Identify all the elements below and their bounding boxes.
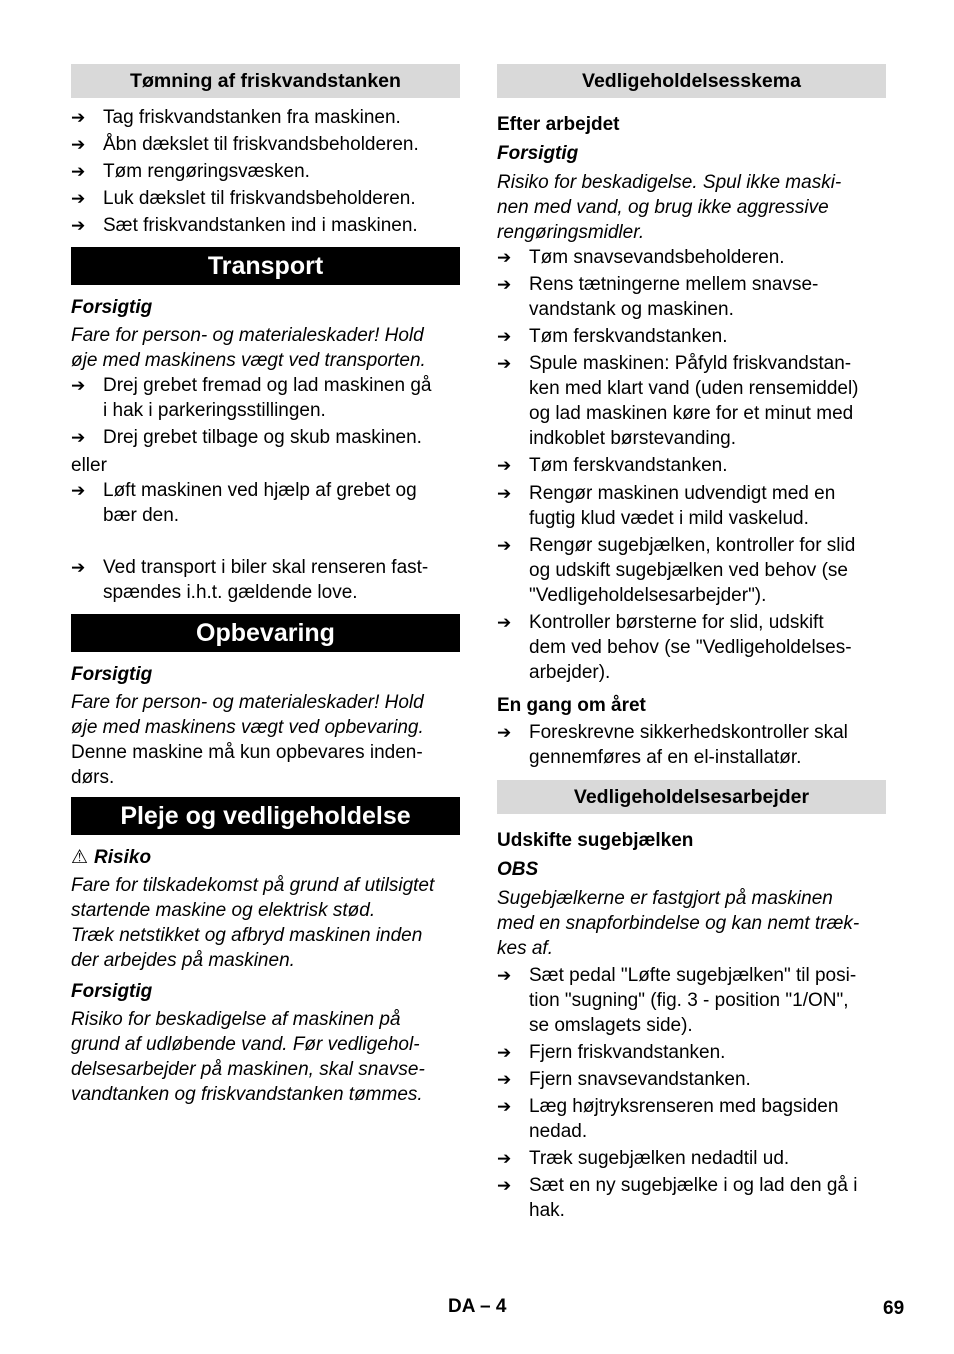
- arrow-right-icon: ➔: [497, 275, 512, 294]
- list-item: ➔ Rens tætningerne mellem snavse- vandstank og maskinen.: [497, 274, 819, 320]
- after-warning-line: rengøringsmidler.: [497, 222, 645, 243]
- arrow-right-icon: ➔: [71, 481, 86, 500]
- obs-label: OBS: [497, 859, 539, 880]
- arrow-right-icon: ➔: [497, 456, 512, 475]
- list-item: ➔ Rengør maskinen udvendigt med en fugtig klud vædet i mild vaskelud.: [497, 483, 836, 529]
- arrow-right-icon: ➔: [71, 428, 86, 447]
- arrow-right-icon: ➔: [71, 376, 86, 395]
- arrow-right-icon: ➔: [497, 1043, 512, 1062]
- list-item: ➔ Fjern snavsevandstanken.: [497, 1069, 751, 1090]
- storage-text-line: dørs.: [71, 767, 115, 788]
- care-risk-label: ⚠ Risiko: [71, 847, 152, 868]
- transport-warning-line: øje med maskinens vægt ved transporten.: [71, 350, 426, 371]
- list-item: ➔ Tøm ferskvandstanken.: [497, 326, 728, 347]
- transport-or: eller: [71, 455, 107, 476]
- heading-maintenance-schedule: Vedligeholdelsesskema: [497, 64, 886, 98]
- list-item: ➔ Ved transport i biler skal renseren fast- spændes i.h.t. gældende love.: [71, 557, 429, 603]
- arrow-right-icon: ➔: [71, 108, 86, 127]
- storage-warning-line: øje med maskinens vægt ved opbevaring.: [71, 717, 424, 738]
- care-caution-label: Forsigtig: [71, 981, 153, 1002]
- arrow-right-icon: ➔: [71, 216, 86, 235]
- transport-warning-line: Fare for person- og materialeskader! Hold: [71, 325, 424, 346]
- after-caution-label: Forsigtig: [497, 143, 579, 164]
- warning-triangle-icon: ⚠: [71, 847, 89, 868]
- care-risk-line: Fare for tilskadekomst på grund af utilsigtet: [71, 875, 435, 896]
- arrow-right-icon: ➔: [497, 723, 512, 742]
- arrow-right-icon: ➔: [497, 327, 512, 346]
- after-warning-line: nen med vand, og brug ikke aggressive: [497, 197, 829, 218]
- heading-storage: Opbevaring: [71, 614, 460, 652]
- heading-maintenance-works: Vedligeholdelsesarbejder: [497, 780, 886, 814]
- footer-section-label: DA – 4: [448, 1296, 507, 1317]
- list-item: ➔ Drej grebet fremad og lad maskinen gå i hak i parkeringsstillingen.: [71, 375, 432, 421]
- care-risk-line: der arbejdes på maskinen.: [71, 950, 295, 971]
- obs-line: Sugebjælkerne er fastgjort på maskinen: [497, 888, 833, 909]
- list-item: ➔ Drej grebet tilbage og skub maskinen.: [71, 427, 422, 448]
- after-warning-line: Risiko for beskadigelse. Spul ikke maski-: [497, 172, 842, 193]
- left-column: [71, 64, 460, 1107]
- care-risk-line: startende maskine og elektrisk stød.: [71, 900, 376, 921]
- arrow-right-icon: ➔: [497, 536, 512, 555]
- arrow-right-icon: ➔: [71, 558, 86, 577]
- arrow-right-icon: ➔: [497, 1176, 512, 1195]
- list-item: ➔ Luk dækslet til friskvandsbeholderen.: [71, 188, 416, 209]
- transport-caution-label: Forsigtig: [71, 297, 153, 318]
- list-item: ➔ Kontroller børsterne for slid, udskift dem ved behov (se "Vedligeholdelses- arbejder).: [497, 612, 852, 683]
- arrow-right-icon: ➔: [497, 613, 512, 632]
- list-item: ➔ Tøm rengøringsvæsken.: [71, 161, 310, 182]
- arrow-right-icon: ➔: [497, 1149, 512, 1168]
- list-item: ➔ Løft maskinen ved hjælp af grebet og bær den.: [71, 480, 417, 526]
- yearly-heading: En gang om året: [497, 695, 646, 716]
- care-risk-line: Træk netstikket og afbryd maskinen inden: [71, 925, 423, 946]
- arrow-right-icon: ➔: [497, 1070, 512, 1089]
- list-item: ➔ Træk sugebjælken nedadtil ud.: [497, 1148, 790, 1169]
- list-item: ➔ Fjern friskvandstanken.: [497, 1042, 726, 1063]
- arrow-right-icon: ➔: [71, 135, 86, 154]
- care-caution-line: Risiko for beskadigelse af maskinen på: [71, 1009, 401, 1030]
- list-item: ➔ Foreskrevne sikkerhedskontroller skal gennemføres af en el-installatør.: [497, 722, 848, 768]
- list-item: ➔ Læg højtryksrenseren med bagsiden nedad.: [497, 1096, 839, 1142]
- after-work-heading: Efter arbejdet: [497, 114, 620, 135]
- storage-caution-label: Forsigtig: [71, 664, 153, 685]
- heading-emptying-fresh-water: Tømning af friskvandstanken: [71, 64, 460, 98]
- list-item: ➔ Rengør sugebjælken, kontroller for slid og udskift sugebjælken ved behov (se "Vedligeholdelsesarbejder").: [497, 535, 856, 606]
- right-column: [497, 64, 886, 1223]
- list-item: ➔ Tøm snavsevandsbeholderen.: [497, 247, 785, 268]
- storage-warning-line: Fare for person- og materialeskader! Hold: [71, 692, 424, 713]
- arrow-right-icon: ➔: [497, 248, 512, 267]
- list-item: ➔ Sæt pedal "Løfte sugebjælken" til posi- tion "sugning" (fig. 3 - position "1/ON", se omslagets side).: [497, 965, 857, 1036]
- care-caution-line: delsesarbejder på maskinen, skal snavse-: [71, 1059, 425, 1080]
- arrow-right-icon: ➔: [497, 1097, 512, 1116]
- page-number: 69: [883, 1298, 905, 1319]
- arrow-right-icon: ➔: [497, 966, 512, 985]
- obs-line: med en snapforbindelse og kan nemt træk-: [497, 913, 860, 934]
- care-caution-line: grund af udløbende vand. Før vedligehol-: [71, 1034, 420, 1055]
- replace-heading: Udskifte sugebjælken: [497, 830, 694, 851]
- arrow-right-icon: ➔: [71, 162, 86, 181]
- emptying-steps: [71, 105, 460, 238]
- list-item: ➔ Spule maskinen: Påfyld friskvandstan- ken med klart vand (uden rensemiddel) og lad maskinen køre for et minut med indkoblet børstevanding.: [497, 353, 859, 449]
- list-item: ➔ Tøm ferskvandstanken.: [497, 455, 728, 476]
- list-item: ➔ Åbn dækslet til friskvandsbeholderen.: [71, 134, 419, 155]
- arrow-right-icon: ➔: [497, 484, 512, 503]
- arrow-right-icon: ➔: [71, 189, 86, 208]
- list-item: ➔ Tag friskvandstanken fra maskinen.: [71, 107, 401, 128]
- heading-transport: Transport: [71, 247, 460, 285]
- storage-text-line: Denne maskine må kun opbevares inden-: [71, 742, 423, 763]
- arrow-right-icon: ➔: [497, 354, 512, 373]
- obs-line: kes af.: [497, 938, 553, 959]
- care-caution-line: vandtanken og friskvandstanken tømmes.: [71, 1084, 423, 1105]
- list-item: ➔ Sæt friskvandstanken ind i maskinen.: [71, 215, 418, 236]
- list-item: ➔ Sæt en ny sugebjælke i og lad den gå i hak.: [497, 1175, 858, 1221]
- heading-care-maintenance: Pleje og vedligeholdelse: [71, 797, 460, 835]
